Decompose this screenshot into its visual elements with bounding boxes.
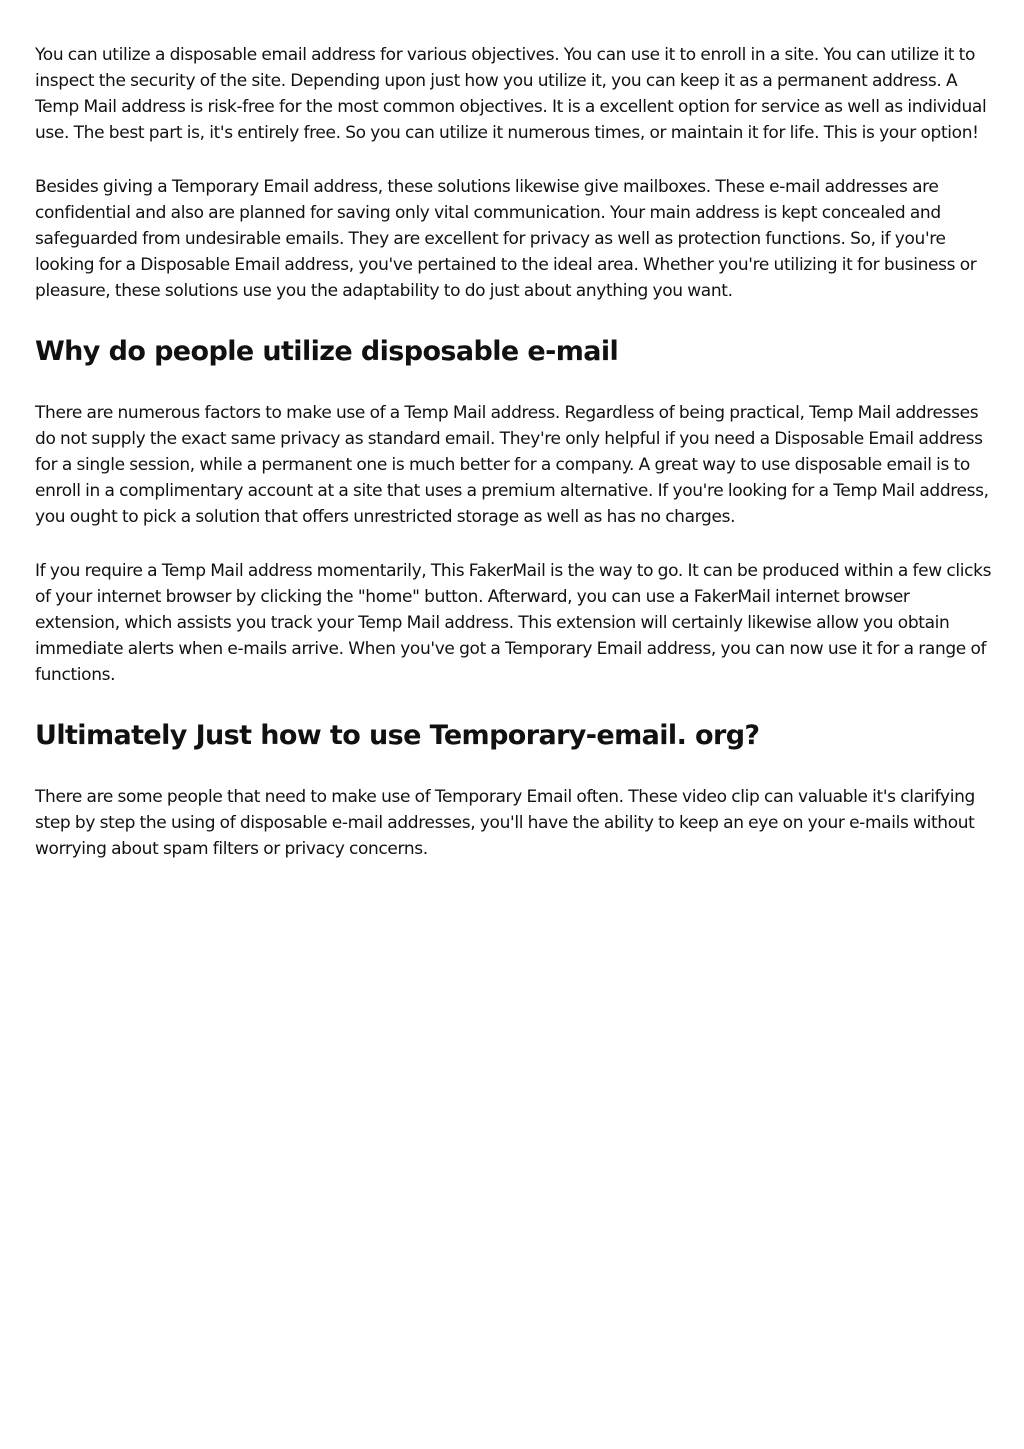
paragraph-factors: There are numerous factors to make use of a Temp Mail address. Regardless of being practical, Temp Mail addresses do not supply the exact same privacy as standard email. They're only helpful if you need a Disposable Email address for a single session, while a permanent one is much better for a company. A great way to use disposable email is to enroll in a complimentary account at a site that uses a premium alternative. If you're looking for a Temp Mail address, you ought to pick a solution that offers unrestricted storage as well as has no charges.	[35, 403, 989, 527]
paragraph-mailboxes: Besides giving a Temporary Email address, these solutions likewise give mailboxes. These e-mail addresses are confidential and also are planned for saving only vital communication. Your main address is kept concealed and safeguarded from undesirable emails. They are excellent for privacy as well as protection functions. So, if you're looking for a Disposable Email address, you've pertained to the ideal area. Whether you're utilizing it for business or pleasure, these solutions use you the adaptability to do just about anything you want.	[35, 177, 977, 301]
paragraph-video-clip: There are some people that need to make use of Temporary Email often. These video clip can valuable it's clarifying step by step the using of disposable e-mail addresses, you'll have the ability to keep an eye on your e-mails without worrying about spam filters or privacy concerns.	[35, 787, 975, 859]
paragraph-intro: You can utilize a disposable email address for various objectives. You can use it to enroll in a site. You can utilize it to inspect the security of the site. Depending upon just how you utilize it, you can keep it as a permanent address. A Temp Mail address is risk-free for the most common objectives. It is a excellent option for service as well as individual use. The best part is, it's entirely free. So you can utilize it numerous times, or maintain it for life. This is your option!	[35, 45, 987, 143]
section-heading-why: Why do people utilize disposable e-mail	[35, 336, 619, 367]
article-body	[35, 42, 995, 890]
paragraph-fakermail: If you require a Temp Mail address momentarily, This FakerMail is the way to go. It can be produced within a few clicks of your internet browser by clicking the "home" button. Afterward, you can use a FakerMail internet browser extension, which assists you track your Temp Mail address. This extension will certainly likewise allow you obtain immediate alerts when e-mails arrive. When you've got a Temporary Email address, you can now use it for a range of functions.	[35, 561, 992, 685]
section-heading-how-to-use: Ultimately Just how to use Temporary-email. org?	[35, 720, 760, 751]
